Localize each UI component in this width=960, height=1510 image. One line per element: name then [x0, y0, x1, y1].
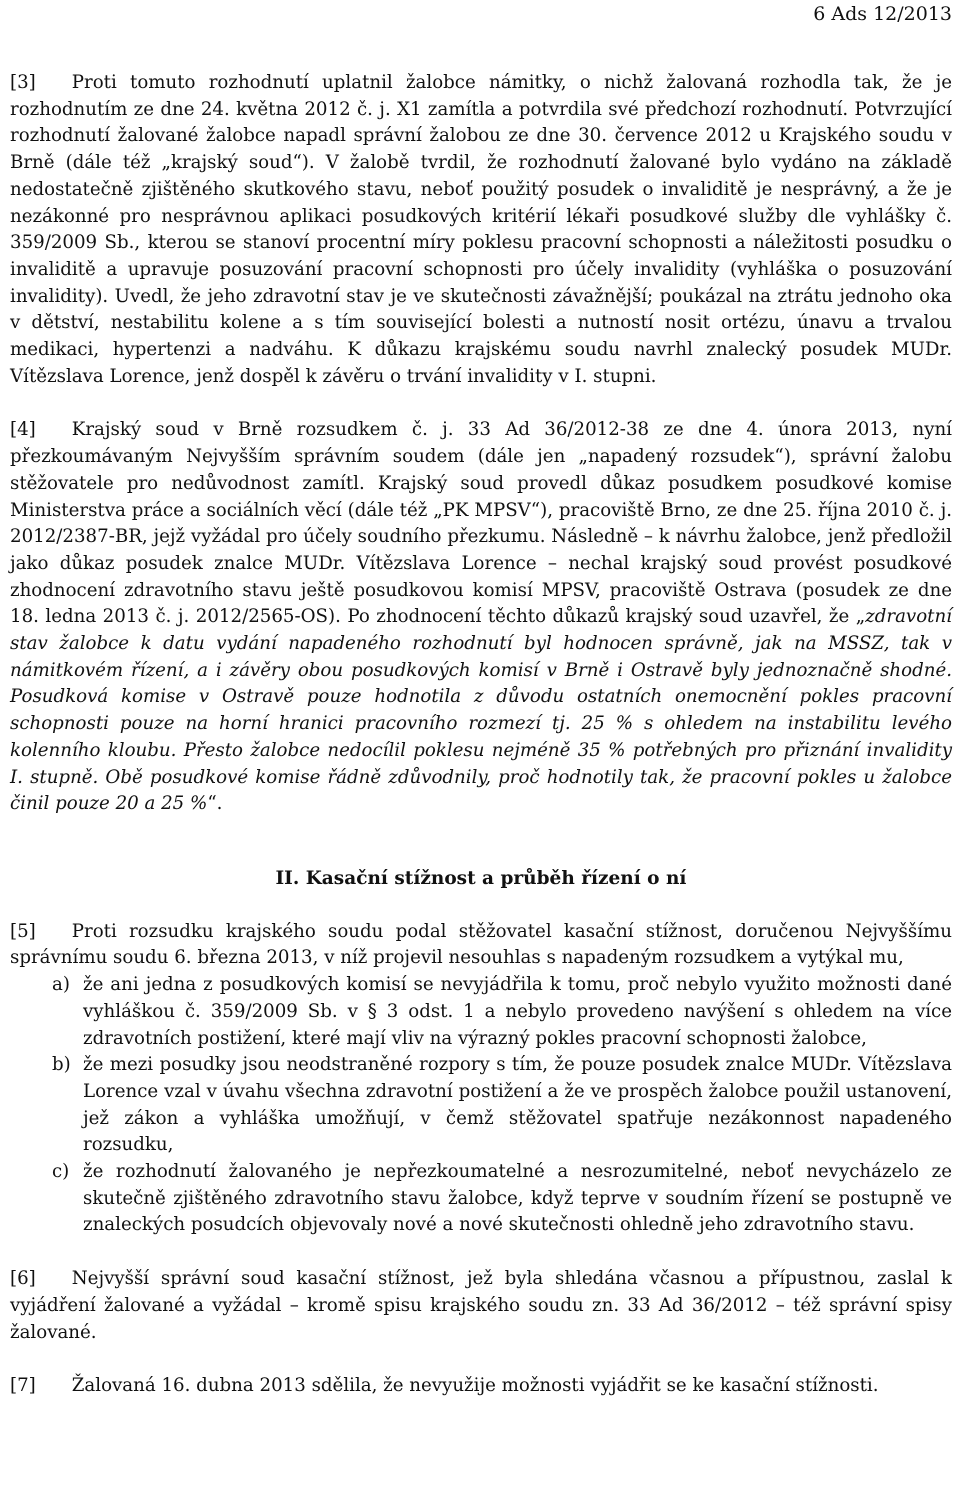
paragraph-text: Žalovaná 16. dubna 2013 sdělila, že nevyužije možnosti vyjádřit se ke kasační stížnosti.: [71, 1375, 879, 1397]
paragraph-number: [6]: [10, 1268, 36, 1290]
list-item-text: že rozhodnutí žalovaného je nepřezkoumatelné a nesrozumitelné, neboť nevycházelo ze skutečně zjištěného zdravotního stavu žalobce, když teprve v soudním řízení se postupně ve znaleckých posudcích objevovaly nové a nové skutečnosti ohledně jeho zdravotního stavu.: [83, 1161, 952, 1236]
quote-closing: “.: [207, 793, 223, 815]
paragraph-4: [10, 417, 952, 818]
list-item: [10, 1052, 952, 1159]
list-item: [10, 972, 952, 1052]
paragraph-7: [10, 1373, 952, 1400]
list-item-marker: b): [52, 1054, 71, 1076]
quoted-judgment-text: zdravotní stav žalobce k datu vydání napadeného rozhodnutí byl hodnocen správně, jak na MSSZ, tak v námitkovém řízení, a i závěry obou posudkových komisí v Brně i Ostravě byly jednoznačně shodné. Posudková komise v Ostravě pouze hodnotila z důvodu ostatních onemocnění pokles pracovní schopnosti pouze na horní hranici pracovního rozmezí tj. 25 % s ohledem na instabilitu levého kolenního kloubu. Přesto žalobce nedocílil poklesu nejméně 35 % potřebných pro přiznání invalidity I. stupně. Obě posudkové komise řádně zdůvodnily, proč hodnotily tak, že pracovní pokles u žalobce činil pouze 20 a 25 %: [10, 606, 952, 815]
list-item-marker: c): [52, 1161, 70, 1183]
section-heading: II. Kasační stížnost a průběh řízení o ní: [275, 867, 687, 889]
paragraph-number: [4]: [10, 419, 36, 441]
list-item-marker: a): [52, 974, 70, 996]
paragraph-number: [7]: [10, 1375, 36, 1397]
document-body: [10, 70, 952, 1400]
objections-list: [10, 972, 952, 1239]
paragraph-text: Proti tomuto rozhodnutí uplatnil žalobce námitky, o nichž žalovaná rozhodla tak, že je rozhodnutím ze dne 24. května 2012 č. j. X1 zamítla a potvrdila své předchozí rozhodnutí. Potvrzující rozhodnutí žalované žalobce napadl správní žalobou ze dne 30. července 2012 u Krajského soudu v Brně (dále též „krajský soud“). V žalobě tvrdil, že rozhodnutí žalované bylo vydáno na základě nedostatečně zjištěného skutkového stavu, neboť použitý posudek o invaliditě je nesprávný, a že je nezákonné pro nesprávnou aplikaci posudkových kritérií lékaři posudkové služby dle vyhlášky č. 359/2009 Sb., kterou se stanoví procentní míry poklesu pracovní schopnosti a náležitosti posudku o invaliditě a upravuje posuzování pracovní schopnosti pro účely invalidity (vyhláška o posuzování invalidity). Uvedl, že jeho zdravotní stav je ve skutečnosti závažnější; poukázal na ztrátu jednoho oka v dětství, nestabilitu kolene a s tím související bolesti a nutností nosit ortézu, únavu a trvalou medikaci, hypertenzi a nadváhu. K důkazu krajskému soudu navrhl znalecký posudek MUDr. Vítězslava Lorence, jenž dospěl k závěru o trvání invalidity v I. stupni.: [10, 72, 952, 387]
paragraph-text: Krajský soud v Brně rozsudkem č. j. 33 Ad 36/2012-38 ze dne 4. února 2013, nyní přezkoumávaným Nejvyšším správním soudem (dále jen „napadený rozsudek“), správní žalobu stěžovatele pro nedůvodnost zamítl. Krajský soud provedl důkaz posudkem posudkové komise Ministerstva práce a sociálních věcí (dále též „PK MPSV“), pracoviště Brno, ze dne 25. října 2010 č. j. 2012/2387-BR, jejž vyžádal pro účely soudního přezkumu. Následně – k návrhu žalobce, jenž předložil jako důkaz posudek znalce MUDr. Vítězslava Lorence – nechal krajský soud provést posudkové zhodnocení zdravotního stavu ještě posudkovou komisí MPSV, pracoviště Ostrava (posudek ze dne 18. ledna 2013 č. j. 2012/2565-OS). Po zhodnocení těchto důkazů krajský soud uzavřel, že „: [10, 419, 952, 628]
paragraph-3: [10, 70, 952, 390]
paragraph-text: Nejvyšší správní soud kasační stížnost, jež byla shledána včasnou a přípustnou, zaslal k vyjádření žalované a vyžádal – kromě spisu krajského soudu zn. 33 Ad 36/2012 – též správní spisy žalované.: [10, 1268, 952, 1343]
list-item: [10, 1159, 952, 1239]
case-number-header: 6 Ads 12/2013: [813, 3, 952, 25]
paragraph-number: [3]: [10, 72, 36, 93]
paragraph-6: [10, 1266, 952, 1346]
paragraph-number: [5]: [10, 920, 36, 942]
list-item-text: že ani jedna z posudkových komisí se nevyjádřila k tomu, proč nebylo využito možnosti dané vyhláškou č. 359/2009 Sb. v § 3 odst. 1 a nebylo provedeno navýšení s ohledem na více zdravotních postižení, které mají vliv na výrazný pokles pracovní schopnosti žalobce,: [83, 974, 952, 1049]
paragraph-text: Proti rozsudku krajského soudu podal stěžovatel kasační stížnost, doručenou Nejvyššímu správnímu soudu 6. března 2013, v níž projevil nesouhlas s napadeným rozsudkem a vytýkal mu,: [10, 920, 952, 969]
list-item-text: že mezi posudky jsou neodstraněné rozpory s tím, že pouze posudek znalce MUDr. Vítězslava Lorence vzal v úvahu všechna zdravotní postižení a že ve prospěch žalobce použil ustanovení, jež zákon a vyhláška umožňují, v čemž stěžovatel spatřuje nezákonnost napadeného rozsudku,: [83, 1054, 952, 1156]
paragraph-5: [10, 919, 952, 972]
